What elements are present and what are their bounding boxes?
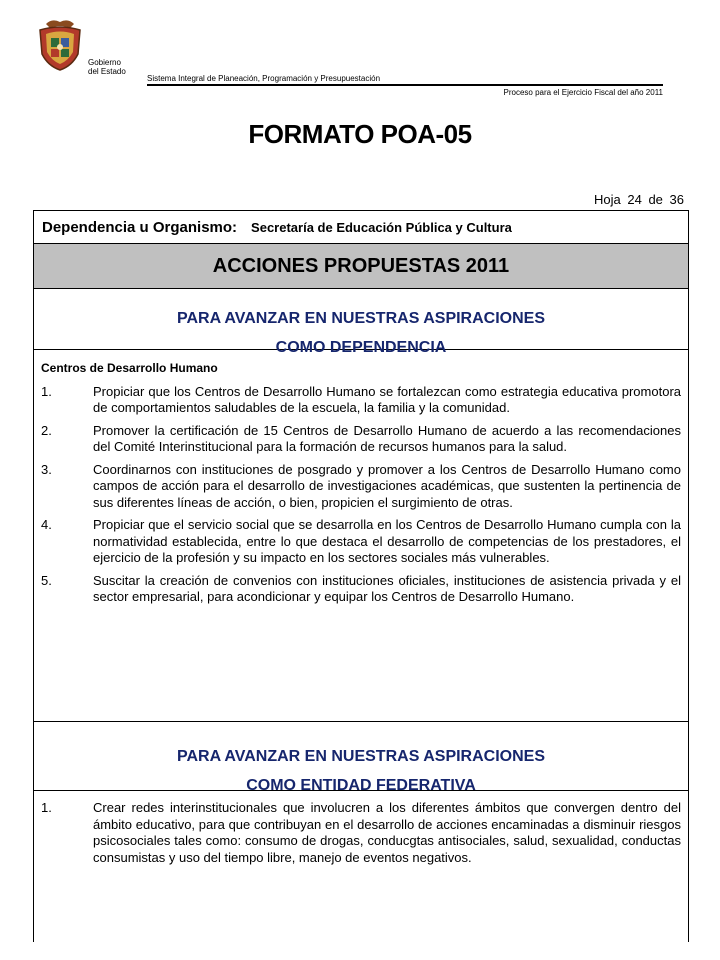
header-rule (147, 84, 663, 86)
process-title: Proceso para el Ejercicio Fiscal del año 2011 (503, 88, 663, 97)
page-counter (594, 192, 684, 207)
page-total: 36 (669, 192, 684, 207)
item-number: 3. (41, 461, 52, 477)
item-text: Coordinarnos con instituciones de posgrado y promover a los Centros de Desarrollo Humano como campos de acción para el desarrollo de investigaciones académicas, que sustenten la pertinencia de sus diferentes líneas de acción, o bien, propicien el surgimiento de otras. (93, 461, 681, 510)
document-title: FORMATO POA-05 (248, 119, 472, 149)
item-number: 5. (41, 572, 52, 588)
entidad-heading-line2: COMO ENTIDAD FEDERATIVA (246, 777, 476, 794)
dependencia-heading (34, 289, 688, 356)
group-title: Centros de Desarrollo Humano (41, 361, 218, 375)
section-banner: ACCIONES PROPUESTAS 2011 (34, 244, 688, 289)
entidad-heading-line1: PARA AVANZAR EN NUESTRAS ASPIRACIONES (176, 748, 546, 765)
government-line2: del Estado (88, 67, 126, 76)
entidad-actions (34, 791, 688, 866)
page-number: 24 (627, 192, 642, 207)
form-frame (33, 210, 689, 942)
state-coat-of-arms-logo (36, 16, 84, 72)
item-text: Propiciar que los Centros de Desarrollo Humano se fortalezcan como estrategia educativa promotora de comportamientos saludables de la escuela, la familia y la comunidad. (93, 383, 681, 415)
item-number: 1. (41, 800, 52, 815)
list-item (41, 462, 681, 512)
dependencia-heading-line2: COMO DEPENDENCIA (275, 339, 447, 356)
list-item (41, 517, 681, 567)
item-number: 1. (41, 383, 52, 399)
list-item (41, 423, 681, 456)
entidad-heading (34, 722, 688, 794)
item-number: 2. (41, 422, 52, 438)
dependency-value: Secretaría de Educación Pública y Cultura (251, 219, 512, 235)
government-label (88, 58, 126, 76)
dependency-row (34, 211, 688, 244)
system-title: Sistema Integral de Planeación, Programación y Presupuestación (147, 74, 381, 83)
page-of: de (648, 192, 663, 207)
item-text: Crear redes interinstitucionales que involucren a los diferentes ámbitos que convergen dentro del ámbito educativo, para que contribuyan en el desarrollo de acciones encaminadas a disminuir riesgos psicosociales tales como: consumo de drogas, conducgtas antisociales, salud, sexualidad, conductas consumistas y uso del tiempo libre, manejo de eventos negativos. (93, 800, 681, 865)
dependency-label: Dependencia u Organismo: (42, 218, 238, 236)
item-text: Promover la certificación de 15 Centros de Desarrollo Humano de acuerdo a las recomendaciones del Comité Interinstitucional para la formación de recursos humanos para la salud. (93, 422, 681, 454)
item-text: Suscitar la creación de convenios con instituciones oficiales, instituciones de asistencia privada y el sector empresarial, para acondicionar y equipar los Centros de Desarrollo Humano. (93, 572, 681, 604)
dependencia-actions (34, 350, 688, 722)
list-item (41, 384, 681, 417)
dependencia-heading-line1: PARA AVANZAR EN NUESTRAS ASPIRACIONES (176, 310, 546, 327)
list-item (41, 573, 681, 606)
government-line1: Gobierno (88, 58, 121, 67)
list-item (41, 800, 681, 866)
item-number: 4. (41, 517, 52, 532)
page-label: Hoja (593, 192, 621, 207)
item-text: Propiciar que el servicio social que se desarrolla en los Centros de Desarrollo Humano cumpla con la normatividad establecida, entre lo que destaca el desarrollo de competencias de los prestadores, el ejercicio de la profesión y su impacto en los sectores sociales más vulnerables. (93, 517, 681, 565)
